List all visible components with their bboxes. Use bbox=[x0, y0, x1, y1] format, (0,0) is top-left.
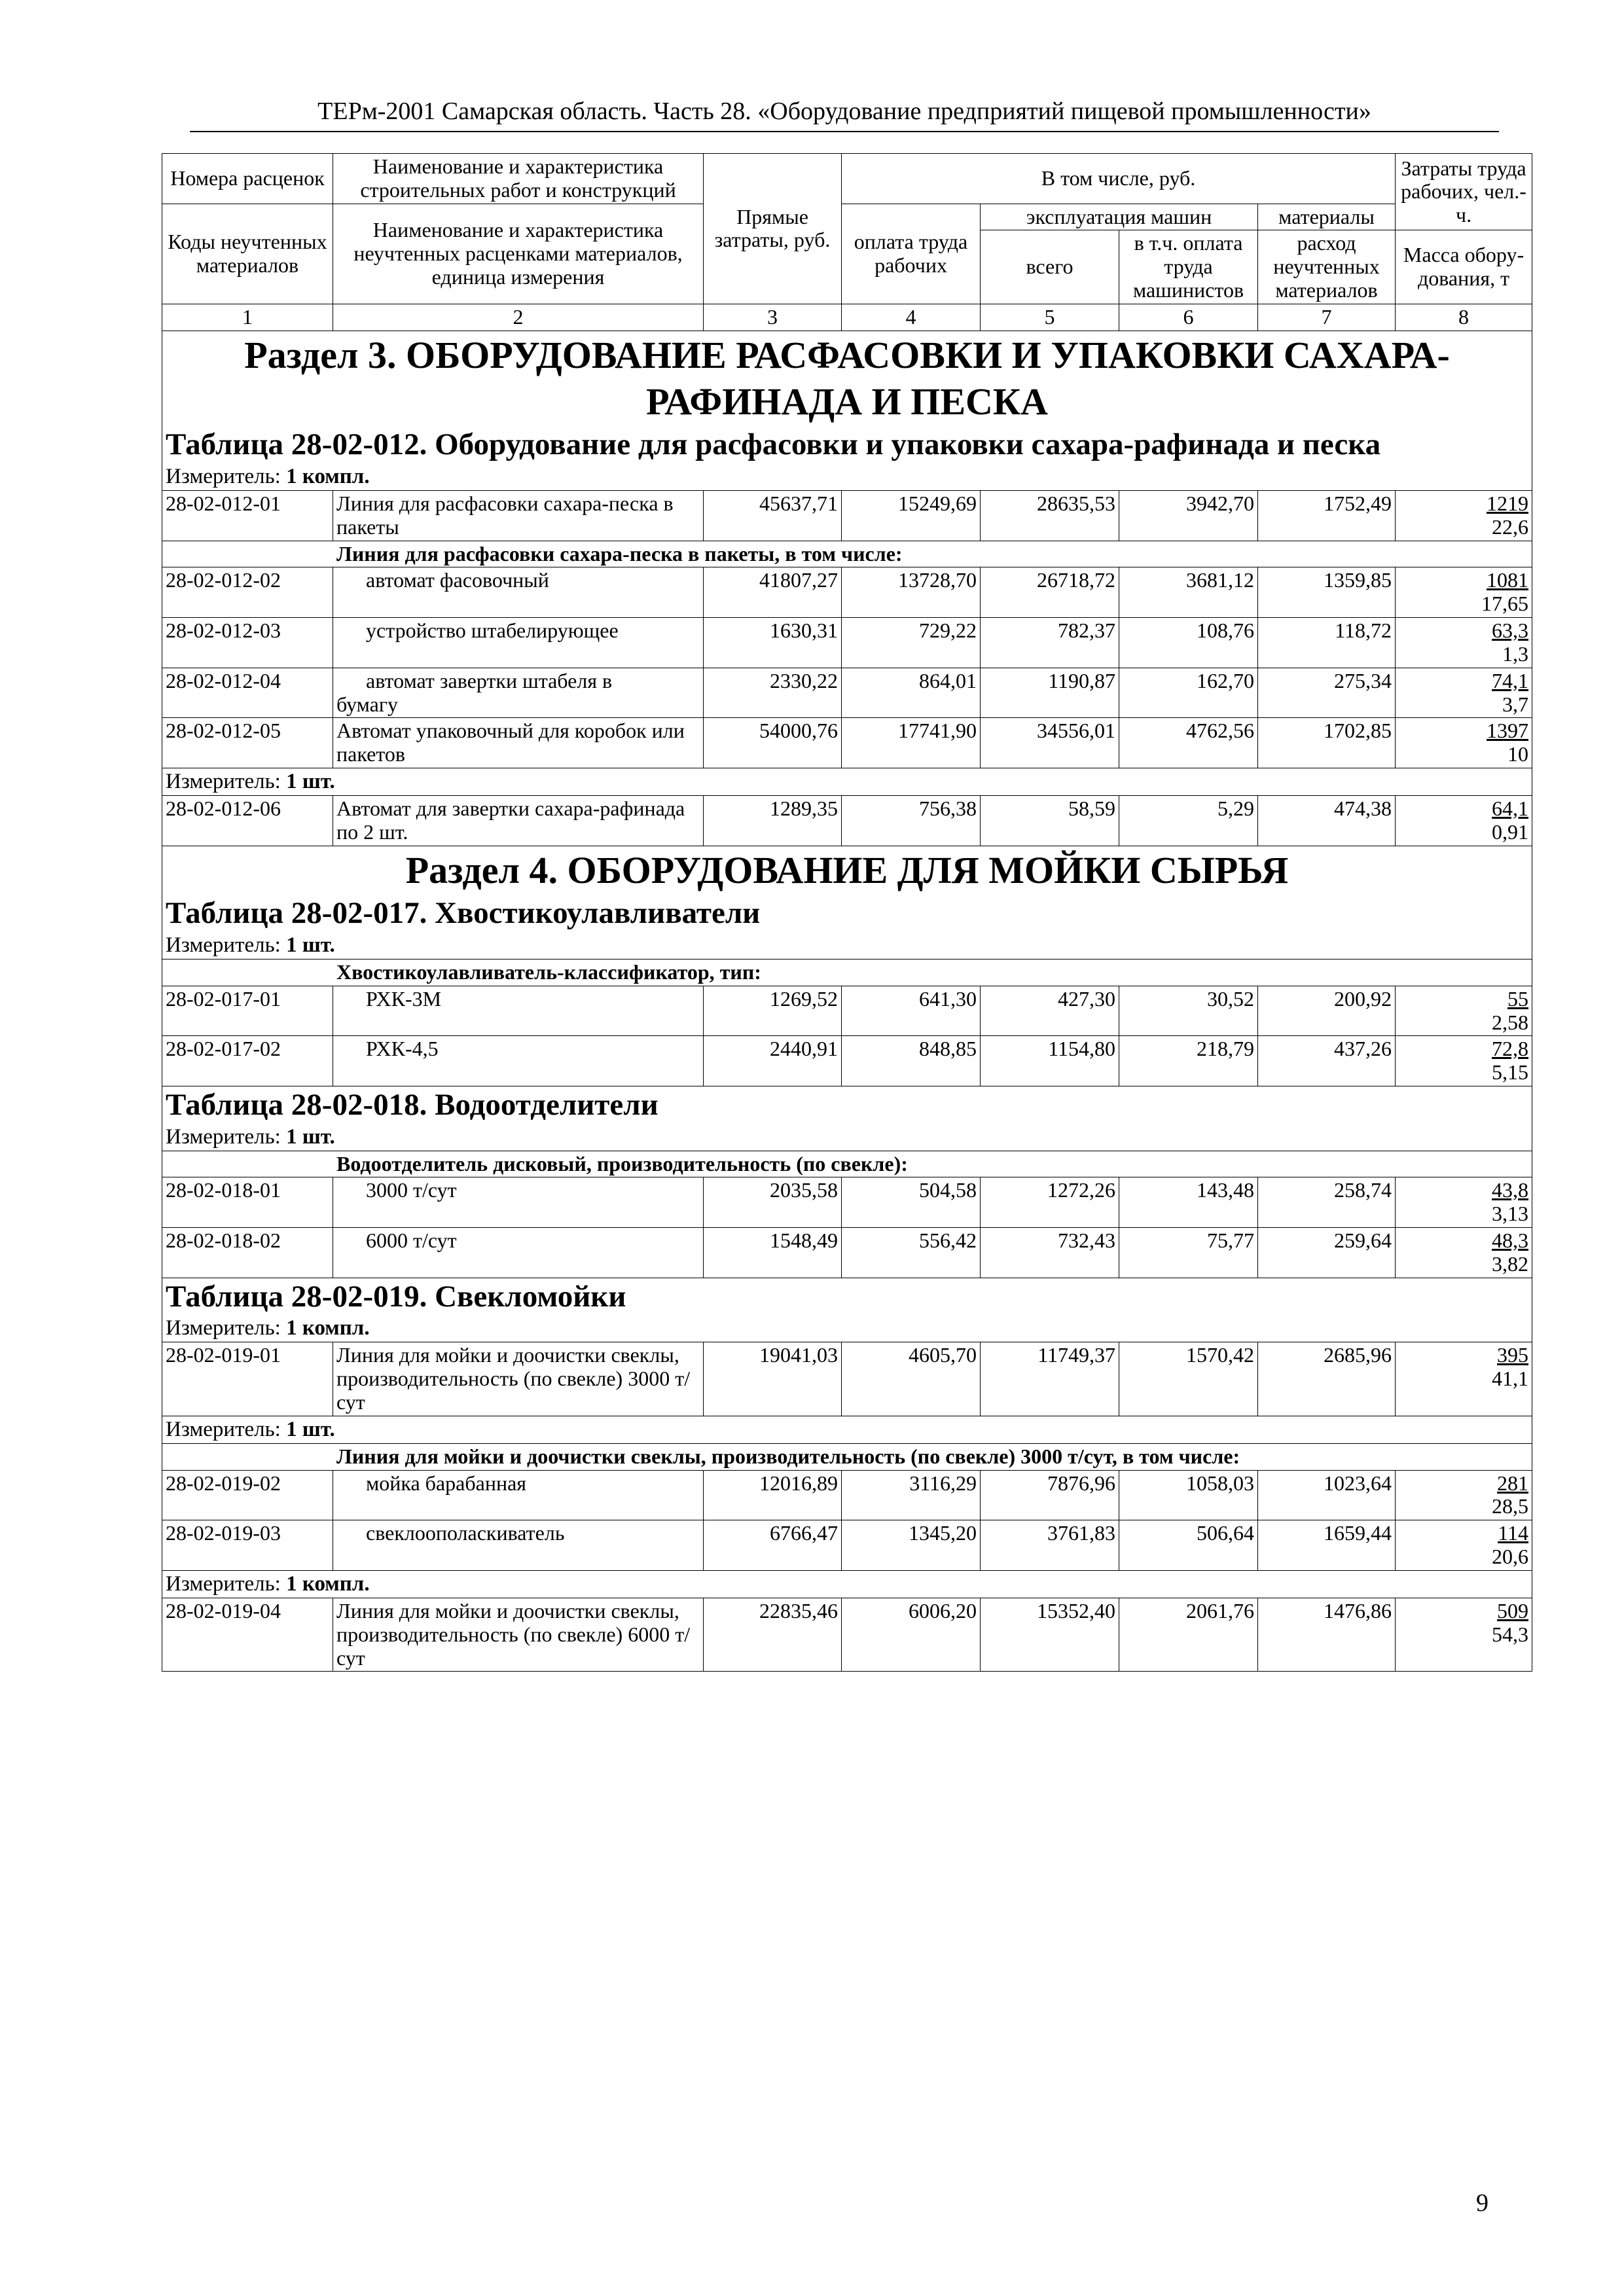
equipment-mass: 17,65 bbox=[1481, 592, 1529, 616]
equipment-mass: 28,5 bbox=[1492, 1494, 1529, 1518]
section-title: Раздел 3. ОБОРУДОВАНИЕ РАСФАСОВКИ И УПАКОВКИ САХАРА-РАФИНАДА И ПЕСКА bbox=[162, 331, 1532, 426]
labor-hours: 74,1 bbox=[1492, 668, 1529, 692]
material-cost: 1476,86 bbox=[1258, 1598, 1396, 1671]
operator-cost: 218,79 bbox=[1119, 1036, 1258, 1086]
rate-code: 28-02-017-02 bbox=[162, 1036, 333, 1086]
table-row bbox=[162, 490, 1532, 541]
machine-cost: 34556,01 bbox=[981, 718, 1119, 768]
hours-mass bbox=[1396, 1342, 1532, 1416]
machine-cost: 28635,53 bbox=[981, 490, 1119, 541]
hours-mass bbox=[1396, 1228, 1532, 1278]
rate-name: Автомат упаковочный для коробок или пакетов bbox=[333, 718, 704, 768]
labor-cost: 15249,69 bbox=[842, 490, 981, 541]
measure-unit: Измеритель: 1 шт. bbox=[162, 1416, 1532, 1443]
measure-row bbox=[162, 1315, 1532, 1342]
material-cost: 258,74 bbox=[1258, 1177, 1396, 1228]
subheader: Водоотделитель дисковый, производительность (по свекле): bbox=[162, 1151, 1532, 1177]
labor-hours: 72,8 bbox=[1492, 1037, 1529, 1061]
equipment-mass: 54,3 bbox=[1492, 1622, 1529, 1646]
machine-cost: 15352,40 bbox=[981, 1598, 1119, 1671]
rate-code: 28-02-019-02 bbox=[162, 1470, 333, 1520]
table-row bbox=[162, 1342, 1532, 1416]
subheader: Линия для расфасовки сахара-песка в пакеты, в том числе: bbox=[162, 541, 1532, 567]
col-header-material-codes: Коды неучтенных материалов bbox=[162, 204, 333, 304]
equipment-mass: 41,1 bbox=[1492, 1367, 1529, 1391]
hours-mass bbox=[1396, 618, 1532, 668]
labor-cost: 864,01 bbox=[842, 668, 981, 718]
page-number: 9 bbox=[1476, 2189, 1489, 2217]
col-number: 4 bbox=[842, 304, 981, 331]
header-rule bbox=[190, 131, 1499, 132]
subheader-row bbox=[162, 959, 1532, 986]
rate-name: 6000 т/сут bbox=[333, 1228, 704, 1278]
col-number: 3 bbox=[704, 304, 842, 331]
direct-cost: 1630,31 bbox=[704, 618, 842, 668]
col-number: 1 bbox=[162, 304, 333, 331]
col-header-mach-total: всего bbox=[981, 230, 1119, 304]
equipment-mass: 3,13 bbox=[1492, 1202, 1529, 1226]
labor-hours: 63,3 bbox=[1492, 619, 1529, 643]
operator-cost: 4762,56 bbox=[1119, 718, 1258, 768]
operator-cost: 1058,03 bbox=[1119, 1470, 1258, 1520]
hours-mass bbox=[1396, 1470, 1532, 1520]
hours-mass bbox=[1396, 795, 1532, 846]
direct-cost: 22835,46 bbox=[704, 1598, 842, 1671]
material-cost: 259,64 bbox=[1258, 1228, 1396, 1278]
col-header-labor-hours: Затраты труда рабочих, чел.-ч. bbox=[1396, 154, 1532, 230]
labor-cost: 756,38 bbox=[842, 795, 981, 846]
col-number: 6 bbox=[1119, 304, 1258, 331]
table-title: Таблица 28-02-012. Оборудование для расфасовки и упаковки сахара-рафинада и песка bbox=[162, 426, 1532, 463]
direct-cost: 1269,52 bbox=[704, 986, 842, 1036]
labor-cost: 1345,20 bbox=[842, 1520, 981, 1571]
col-header-mat-use: расход неучтенных материалов bbox=[1258, 230, 1396, 304]
hours-mass bbox=[1396, 668, 1532, 718]
direct-cost: 1548,49 bbox=[704, 1228, 842, 1278]
labor-cost: 6006,20 bbox=[842, 1598, 981, 1671]
page-header: ТЕРм-2001 Самарская область. Часть 28. «Оборудование предприятий пищевой промышленности» bbox=[317, 98, 1371, 125]
rates-table bbox=[162, 153, 1532, 1672]
hours-mass bbox=[1396, 718, 1532, 768]
machine-cost: 1190,87 bbox=[981, 668, 1119, 718]
labor-cost: 504,58 bbox=[842, 1177, 981, 1228]
table-row bbox=[162, 1177, 1532, 1228]
header-row-1 bbox=[162, 154, 1532, 204]
table-row bbox=[162, 986, 1532, 1036]
col-header-direct: Прямые затраты, руб. bbox=[704, 154, 842, 304]
labor-cost: 3116,29 bbox=[842, 1470, 981, 1520]
table-row bbox=[162, 1470, 1532, 1520]
hours-mass bbox=[1396, 986, 1532, 1036]
rate-name bbox=[333, 668, 704, 718]
labor-hours: 1219 bbox=[1487, 491, 1529, 515]
hours-mass bbox=[1396, 1598, 1532, 1671]
machine-cost: 782,37 bbox=[981, 618, 1119, 668]
col-header-name: Наименование и характеристика строительных работ и конструкций bbox=[333, 154, 704, 204]
hours-mass bbox=[1396, 1177, 1532, 1228]
labor-hours: 395 bbox=[1497, 1343, 1529, 1367]
material-cost: 118,72 bbox=[1258, 618, 1396, 668]
labor-hours: 48,3 bbox=[1492, 1229, 1529, 1253]
hours-mass bbox=[1396, 567, 1532, 618]
measure-unit: Измеритель: 1 компл. bbox=[162, 1570, 1532, 1598]
table-row bbox=[162, 668, 1532, 718]
rate-code: 28-02-018-01 bbox=[162, 1177, 333, 1228]
subheader-row bbox=[162, 1443, 1532, 1470]
operator-cost: 3681,12 bbox=[1119, 567, 1258, 618]
operator-cost: 75,77 bbox=[1119, 1228, 1258, 1278]
subheader-row bbox=[162, 1151, 1532, 1177]
table-row bbox=[162, 567, 1532, 618]
hours-mass bbox=[1396, 490, 1532, 541]
rate-code: 28-02-012-06 bbox=[162, 795, 333, 846]
section-4-row bbox=[162, 846, 1532, 895]
measure-unit: Измеритель: 1 шт. bbox=[162, 1124, 1532, 1151]
rate-code: 28-02-019-04 bbox=[162, 1598, 333, 1671]
col-header-materials: материалы bbox=[1258, 204, 1396, 230]
col-header-labor: оплата труда рабочих bbox=[842, 204, 981, 304]
rate-name-line: бумагу bbox=[336, 692, 398, 716]
measure-row bbox=[162, 932, 1532, 959]
equipment-mass: 2,58 bbox=[1492, 1010, 1529, 1034]
labor-hours: 114 bbox=[1498, 1521, 1529, 1545]
col-header-codes: Номера расценок bbox=[162, 154, 333, 204]
table-row bbox=[162, 618, 1532, 668]
direct-cost: 2440,91 bbox=[704, 1036, 842, 1086]
machine-cost: 11749,37 bbox=[981, 1342, 1119, 1416]
rate-name: автомат фасовочный bbox=[333, 567, 704, 618]
labor-hours: 55 bbox=[1507, 986, 1529, 1011]
direct-cost: 12016,89 bbox=[704, 1470, 842, 1520]
rate-code: 28-02-012-01 bbox=[162, 490, 333, 541]
machine-cost: 1154,80 bbox=[981, 1036, 1119, 1086]
material-cost: 275,34 bbox=[1258, 668, 1396, 718]
header-row-2 bbox=[162, 204, 1532, 230]
measure-row bbox=[162, 768, 1532, 795]
machine-cost: 3761,83 bbox=[981, 1520, 1119, 1571]
equipment-mass: 0,91 bbox=[1492, 819, 1529, 844]
table-row bbox=[162, 1228, 1532, 1278]
col-number: 2 bbox=[333, 304, 704, 331]
operator-cost: 30,52 bbox=[1119, 986, 1258, 1036]
labor-hours: 281 bbox=[1497, 1471, 1529, 1495]
machine-cost: 26718,72 bbox=[981, 567, 1119, 618]
measure-row bbox=[162, 1570, 1532, 1598]
rate-name: Линия для расфасовки сахара-песка в пакеты bbox=[333, 490, 704, 541]
material-cost: 200,92 bbox=[1258, 986, 1396, 1036]
material-cost: 474,38 bbox=[1258, 795, 1396, 846]
labor-hours: 509 bbox=[1497, 1598, 1529, 1623]
rate-name: 3000 т/сут bbox=[333, 1177, 704, 1228]
rate-name: Линия для мойки и доочистки свеклы, производительность (по свекле) 6000 т/сут bbox=[333, 1598, 704, 1671]
table-row bbox=[162, 1036, 1532, 1086]
material-cost: 1702,85 bbox=[1258, 718, 1396, 768]
rate-code: 28-02-017-01 bbox=[162, 986, 333, 1036]
rate-code: 28-02-012-02 bbox=[162, 567, 333, 618]
subheader-row bbox=[162, 541, 1532, 567]
machine-cost: 732,43 bbox=[981, 1228, 1119, 1278]
col-header-material-name: Наименование и характеристика неучтенных расценками материалов, единица измерения bbox=[333, 204, 704, 304]
labor-cost: 848,85 bbox=[842, 1036, 981, 1086]
rate-code: 28-02-012-04 bbox=[162, 668, 333, 718]
machine-cost: 58,59 bbox=[981, 795, 1119, 846]
table-title-row bbox=[162, 895, 1532, 932]
equipment-mass: 5,15 bbox=[1492, 1060, 1529, 1085]
labor-cost: 17741,90 bbox=[842, 718, 981, 768]
direct-cost: 41807,27 bbox=[704, 567, 842, 618]
material-cost: 437,26 bbox=[1258, 1036, 1396, 1086]
labor-cost: 729,22 bbox=[842, 618, 981, 668]
equipment-mass: 20,6 bbox=[1492, 1545, 1529, 1569]
labor-hours: 64,1 bbox=[1492, 796, 1529, 820]
measure-row bbox=[162, 1416, 1532, 1443]
rate-name: Линия для мойки и доочистки свеклы, производительность (по свекле) 3000 т/сут bbox=[333, 1342, 704, 1416]
rate-code: 28-02-012-03 bbox=[162, 618, 333, 668]
labor-hours: 43,8 bbox=[1492, 1178, 1529, 1202]
table-title-row bbox=[162, 1086, 1532, 1124]
rate-name: Автомат для завертки сахара-рафинада по 2 шт. bbox=[333, 795, 704, 846]
operator-cost: 3942,70 bbox=[1119, 490, 1258, 541]
labor-hours: 1397 bbox=[1487, 719, 1529, 743]
table-row bbox=[162, 795, 1532, 846]
material-cost: 2685,96 bbox=[1258, 1342, 1396, 1416]
col-number: 7 bbox=[1258, 304, 1396, 331]
rate-code: 28-02-012-05 bbox=[162, 718, 333, 768]
table-row bbox=[162, 718, 1532, 768]
operator-cost: 506,64 bbox=[1119, 1520, 1258, 1571]
section-3-row bbox=[162, 331, 1532, 426]
material-cost: 1359,85 bbox=[1258, 567, 1396, 618]
equipment-mass: 10 bbox=[1507, 742, 1529, 766]
rate-name: РХК-3М bbox=[333, 986, 704, 1036]
measure-unit: Измеритель: 1 компл. bbox=[162, 1315, 1532, 1342]
operator-cost: 143,48 bbox=[1119, 1177, 1258, 1228]
operator-cost: 108,76 bbox=[1119, 618, 1258, 668]
rate-code: 28-02-019-03 bbox=[162, 1520, 333, 1571]
col-header-machines: эксплуатация машин bbox=[981, 204, 1258, 230]
direct-cost: 1289,35 bbox=[704, 795, 842, 846]
direct-cost: 19041,03 bbox=[704, 1342, 842, 1416]
direct-cost: 45637,71 bbox=[704, 490, 842, 541]
table-title: Таблица 28-02-019. Свекломойки bbox=[162, 1278, 1532, 1315]
operator-cost: 162,70 bbox=[1119, 668, 1258, 718]
measure-row bbox=[162, 1124, 1532, 1151]
operator-cost: 1570,42 bbox=[1119, 1342, 1258, 1416]
col-header-mach-labor: в т.ч. оплата труда машинистов bbox=[1119, 230, 1258, 304]
machine-cost: 7876,96 bbox=[981, 1470, 1119, 1520]
header-numbers-row bbox=[162, 304, 1532, 331]
equipment-mass: 1,3 bbox=[1502, 641, 1529, 666]
rate-name: свеклоополаскиватель bbox=[333, 1520, 704, 1571]
operator-cost: 2061,76 bbox=[1119, 1598, 1258, 1671]
direct-cost: 54000,76 bbox=[704, 718, 842, 768]
material-cost: 1659,44 bbox=[1258, 1520, 1396, 1571]
col-number: 8 bbox=[1396, 304, 1532, 331]
rate-name-line: автомат завертки штабеля в bbox=[366, 668, 613, 692]
measure-unit: Измеритель: 1 шт. bbox=[162, 768, 1532, 795]
hours-mass bbox=[1396, 1520, 1532, 1571]
material-cost: 1023,64 bbox=[1258, 1470, 1396, 1520]
operator-cost: 5,29 bbox=[1119, 795, 1258, 846]
material-cost: 1752,49 bbox=[1258, 490, 1396, 541]
measure-unit: Измеритель: 1 шт. bbox=[162, 932, 1532, 959]
table-title: Таблица 28-02-017. Хвостикоулавливатели bbox=[162, 895, 1532, 932]
col-number: 5 bbox=[981, 304, 1119, 331]
measure-row bbox=[162, 463, 1532, 490]
rate-name: РХК-4,5 bbox=[333, 1036, 704, 1086]
machine-cost: 427,30 bbox=[981, 986, 1119, 1036]
direct-cost: 6766,47 bbox=[704, 1520, 842, 1571]
subheader: Хвостикоулавливатель-классификатор, тип: bbox=[162, 959, 1532, 986]
rate-name: мойка барабанная bbox=[333, 1470, 704, 1520]
measure-unit: Измеритель: 1 компл. bbox=[162, 463, 1532, 490]
machine-cost: 1272,26 bbox=[981, 1177, 1119, 1228]
labor-hours: 1081 bbox=[1487, 568, 1529, 592]
labor-cost: 556,42 bbox=[842, 1228, 981, 1278]
table-title-row bbox=[162, 1278, 1532, 1315]
col-header-mass: Масса обору-дования, т bbox=[1396, 230, 1532, 304]
rate-name: устройство штабелирующее bbox=[333, 618, 704, 668]
direct-cost: 2035,58 bbox=[704, 1177, 842, 1228]
rate-code: 28-02-018-02 bbox=[162, 1228, 333, 1278]
hours-mass bbox=[1396, 1036, 1532, 1086]
equipment-mass: 3,82 bbox=[1492, 1251, 1529, 1276]
table-title-row bbox=[162, 426, 1532, 463]
direct-cost: 2330,22 bbox=[704, 668, 842, 718]
labor-cost: 13728,70 bbox=[842, 567, 981, 618]
subheader: Линия для мойки и доочистки свеклы, производительность (по свекле) 3000 т/сут, в том числе: bbox=[162, 1443, 1532, 1470]
table-title: Таблица 28-02-018. Водоотделители bbox=[162, 1086, 1532, 1124]
section-title: Раздел 4. ОБОРУДОВАНИЕ ДЛЯ МОЙКИ СЫРЬЯ bbox=[162, 846, 1532, 895]
table-row bbox=[162, 1598, 1532, 1671]
labor-cost: 641,30 bbox=[842, 986, 981, 1036]
equipment-mass: 3,7 bbox=[1502, 692, 1529, 716]
table-row bbox=[162, 1520, 1532, 1571]
col-header-group: В том числе, руб. bbox=[842, 154, 1396, 204]
rate-code: 28-02-019-01 bbox=[162, 1342, 333, 1416]
labor-cost: 4605,70 bbox=[842, 1342, 981, 1416]
equipment-mass: 22,6 bbox=[1492, 514, 1529, 539]
